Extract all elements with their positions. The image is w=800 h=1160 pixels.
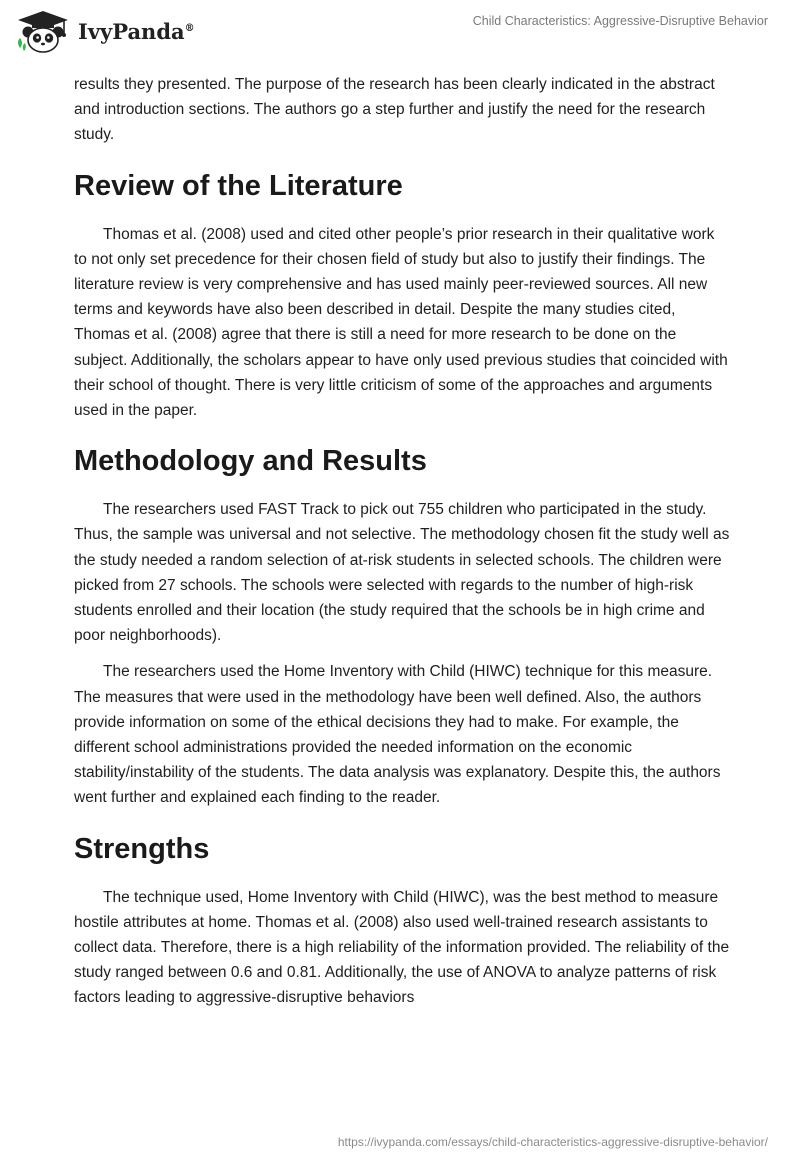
registered-mark: ® [184, 22, 195, 34]
brand-text: IvyPanda [78, 18, 185, 44]
paragraph: Thomas et al. (2008) used and cited other people’s prior research in their qualitative work to not only set precedence for their chosen field of study but also to justify their findings. The literature review is very comprehensive and has used mainly peer-reviewed sources. All new terms and keywords have also been described in detail. Despite the many studies cited, Thomas et al. (2008) agree that there is still a need for more research to be done on the subject. Additionally, the scholars appear to have only used previous studies that coincided with their school of thought. There is very little criticism of some of the approaches and arguments used in the paper. [74, 225, 728, 420]
essay-content [74, 72, 730, 1022]
document-title: Child Characteristics: Aggressive-Disruptive Behavior [472, 14, 768, 28]
heading-strengths: Strengths [74, 832, 210, 865]
paragraph: The technique used, Home Inventory with Child (HIWC), was the best method to measure hostile attributes at home. Thomas et al. (2008) also used well-trained research assistants to collect data. Therefore, there is a high reliability of the information provided. The reliability of the study ranged between 0.6 and 0.81. Additionally, the use of ANOVA to analyze patterns of risk factors leading to aggressive-disruptive behaviors [74, 888, 730, 1007]
brand-name [78, 19, 195, 44]
ivypanda-logo[interactable] [14, 8, 195, 54]
heading-review-of-literature: Review of the Literature [74, 169, 403, 202]
heading-methodology-and-results: Methodology and Results [74, 445, 427, 478]
intro-paragraph: results they presented. The purpose of the research has been clearly indicated in the abstract and introduction sections. The authors go a step further and justify the need for the research study. [74, 76, 715, 144]
page-header [0, 0, 800, 62]
panda-mascot-icon [14, 8, 72, 54]
paragraph: The researchers used the Home Inventory with Child (HIWC) technique for this measure. The measures that were used in the methodology have been well defined. Also, the authors provide information on some of the ethical decisions they had to make. For example, the different school administrations provided the needed information on the economic stability/instability of the students. The data analysis was explanatory. Despite this, the authors went further and explained each finding to the reader. [74, 663, 721, 807]
paragraph: The researchers used FAST Track to pick out 755 children who participated in the study. Thus, the sample was universal and not selective. The methodology chosen fit the study well as the study needed a random selection of at-risk students in selected schools. The children were picked from 27 schools. The schools were selected with regards to the number of high-risk students enrolled and their location (the study required that the schools be in high crime and poor neighborhoods). [74, 501, 730, 645]
source-url-link[interactable]: https://ivypanda.com/essays/child-characteristics-aggressive-disruptive-behavior/ [337, 1135, 768, 1149]
